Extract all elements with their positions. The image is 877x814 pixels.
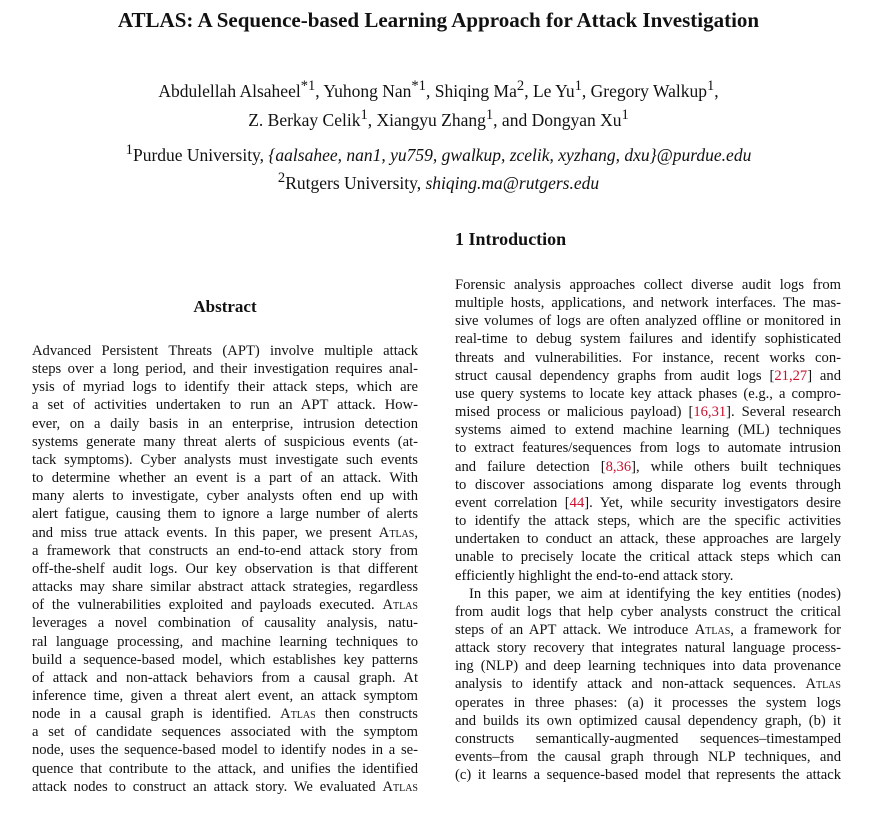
abstract_lines-line: and miss true attack events. In this paper, we present Atlas,	[32, 524, 418, 541]
intro_lines-line: (c) it learns a sequence-based model that represents the attack	[455, 767, 841, 784]
intro_lines-line: unable to precisely locate the critical attack steps which can	[455, 549, 841, 566]
abstract-heading: Abstract	[193, 297, 257, 316]
abstract_lines-line: off-the-shelf audit logs. Our key observation is that different	[32, 560, 418, 577]
intro_lines-line: threats and vulnerabilities. For instance, recent works con-	[455, 349, 841, 366]
abstract_lines-line: ral language processing, and machine learning techniques to	[32, 633, 418, 650]
abstract_lines-line: attack nodes to construct an attack story. We evaluated Atlas	[32, 778, 418, 795]
intro_lines-line: efficiently highlight the end-to-end attack story.	[455, 567, 734, 584]
intro_lines-line: analysis to identify attack and non-attack sequences. Atlas	[455, 676, 841, 693]
abstract_lines-line: steps over a long period, and their investigation requires anal-	[32, 361, 418, 378]
abstract_lines-line: of the vulnerabilities exploited and payloads executed. Atlas	[32, 597, 418, 614]
intro_lines-line: multiple hosts, applications, and network interfaces. The mas-	[455, 295, 841, 312]
intro_lines-line: sive volumes of logs are often analyzed offline or monitored in	[455, 313, 841, 330]
abstract_lines-line: systems generate many threat alerts of suspicious events (at-	[32, 433, 418, 450]
author-list	[0, 74, 877, 132]
intro_lines-line: In this paper, we aim at identifying the key entities (nodes)	[469, 585, 841, 602]
intro_lines-line: ing (NLP) and deep learning techniques into data provenance	[455, 658, 841, 675]
intro_lines-line: real-time to debug system failures and identify sophisticated	[455, 331, 841, 348]
abstract-body	[32, 342, 418, 796]
intro_lines-line: to extract features/sequences from logs to automate intrusion	[455, 440, 841, 457]
intro_lines-line: operates in three phases: (a) it processes the system logs	[455, 694, 841, 711]
abstract_lines-line: inference time, given a threat alert event, an attack symptom	[32, 687, 418, 704]
abstract_lines-line: build a sequence-based model, which establishes key patterns	[32, 651, 418, 668]
intro_lines-line: undertaken to conduct an attack, these approaches are largely	[455, 531, 841, 548]
intro_lines-line: Forensic analysis approaches collect diverse audit logs from	[455, 277, 841, 293]
introduction-body	[455, 276, 841, 784]
abstract_lines-line: Advanced Persistent Threats (APT) involve multiple attack	[32, 343, 418, 359]
abstract_lines-line: attacks may share similar abstract attack strategies, regardless	[32, 579, 418, 596]
abstract_lines-line: many alerts to investigate, cyber analysts often end up with	[32, 488, 418, 505]
affiliations	[0, 139, 877, 195]
intro_lines-line: systems aimed to extend machine learning (ML) techniques	[455, 422, 841, 439]
abstract_lines-line: of attack and non-attack behaviors from a causal graph. At	[32, 669, 418, 686]
authors-line-2: Z. Berkay Celik$^1$, Xiangyu Zhang$^1$, and Dongyan Xu$^1$	[248, 106, 629, 130]
abstract_lines-line: ever, on a daily basis in an enterprise, intrusion detection	[32, 415, 418, 432]
abstract_lines-line: quence that contribute to the attack, and unifies the identified	[32, 760, 418, 777]
abstract_lines-line: alert fatigue, causing them to ignore a large number of alerts	[32, 506, 418, 523]
intro_lines-line: to discover associations among disparate log events through	[455, 476, 841, 493]
abstract_lines-line: tack symptoms). Cyber analysts must investigate such events	[32, 451, 418, 468]
abstract_lines-line: leverages a novel combination of causality analysis, natu-	[32, 615, 418, 632]
intro_lines-line: mised process or malicious payload) [16,31]. Several research	[455, 404, 841, 421]
intro_lines-line: to identify the attack steps, which are the specific activities	[455, 513, 841, 530]
abstract_lines-line: to determine whether an event is a part of an attack. With	[32, 470, 418, 487]
intro_lines-line: steps of an APT attack. We introduce Atlas, a framework for	[455, 621, 842, 638]
intro_lines-line: use query systems to locate key attack phases (e.g., a compro-	[455, 385, 841, 402]
intro_lines-line: and builds its own optimized causal dependency graph, (b) it	[455, 712, 841, 729]
abstract_lines-line: a framework that constructs an end-to-end attack story from	[32, 542, 418, 559]
affiliation-2-email: shiqing.ma@rutgers.edu	[425, 172, 600, 193]
authors-line-1: Abdulellah Alsaheel$^{*1}$, Yuhong Nan$^{*1}$, Shiqing Ma$^2$, Le Yu$^1$, Gregory Walkup$^1$,	[158, 78, 719, 101]
abstract_lines-line: node, uses the sequence-based model to identify nodes in a se-	[32, 742, 418, 759]
abstract_lines-line: a set of candidate sequences associated with the symptom	[32, 724, 418, 741]
affiliation-1-emails: {aalsahee, nan1, yu759, gwalkup, zcelik, xyzhang, dxu}@purdue.edu	[268, 144, 752, 165]
abstract_lines-line: ysis of myriad logs to identify their attack steps, which are	[32, 379, 418, 396]
abstract_lines-line: node in a causal graph is identified. Atlas then constructs	[32, 706, 418, 723]
intro_lines-line: events–from the causal graph through NLP techniques, and	[455, 749, 841, 766]
abstract_lines-line: a set of activities undertaken to run an APT attack. How-	[32, 397, 418, 414]
intro_lines-line: constructs semantically-augmented sequences–timestamped	[455, 730, 841, 747]
intro_lines-line: struct causal dependency graphs from audit logs [21,27] and	[455, 367, 841, 384]
intro_lines-line: and failure detection [8,36], while others built techniques	[455, 458, 841, 475]
intro_lines-line: from audit logs that help cyber analysts construct the critical	[455, 603, 841, 620]
intro_lines-line: event correlation [44]. Yet, while security investigators desire	[455, 494, 842, 511]
affiliation-2: $^2$Rutgers University, shiqing.ma@rutgers.edu	[277, 169, 600, 193]
affiliation-1: $^1$Purdue University, {aalsahee, nan1, yu759, gwalkup, zcelik, xyzhang, dxu}@purdue.edu	[125, 142, 752, 165]
paper-title: ATLAS: A Sequence-based Learning Approach for Attack Investigation	[117, 8, 760, 32]
intro_lines-line: attack story recovery that integrates natural language process-	[455, 640, 841, 657]
section-heading-introduction: 1 Introduction	[455, 229, 567, 249]
